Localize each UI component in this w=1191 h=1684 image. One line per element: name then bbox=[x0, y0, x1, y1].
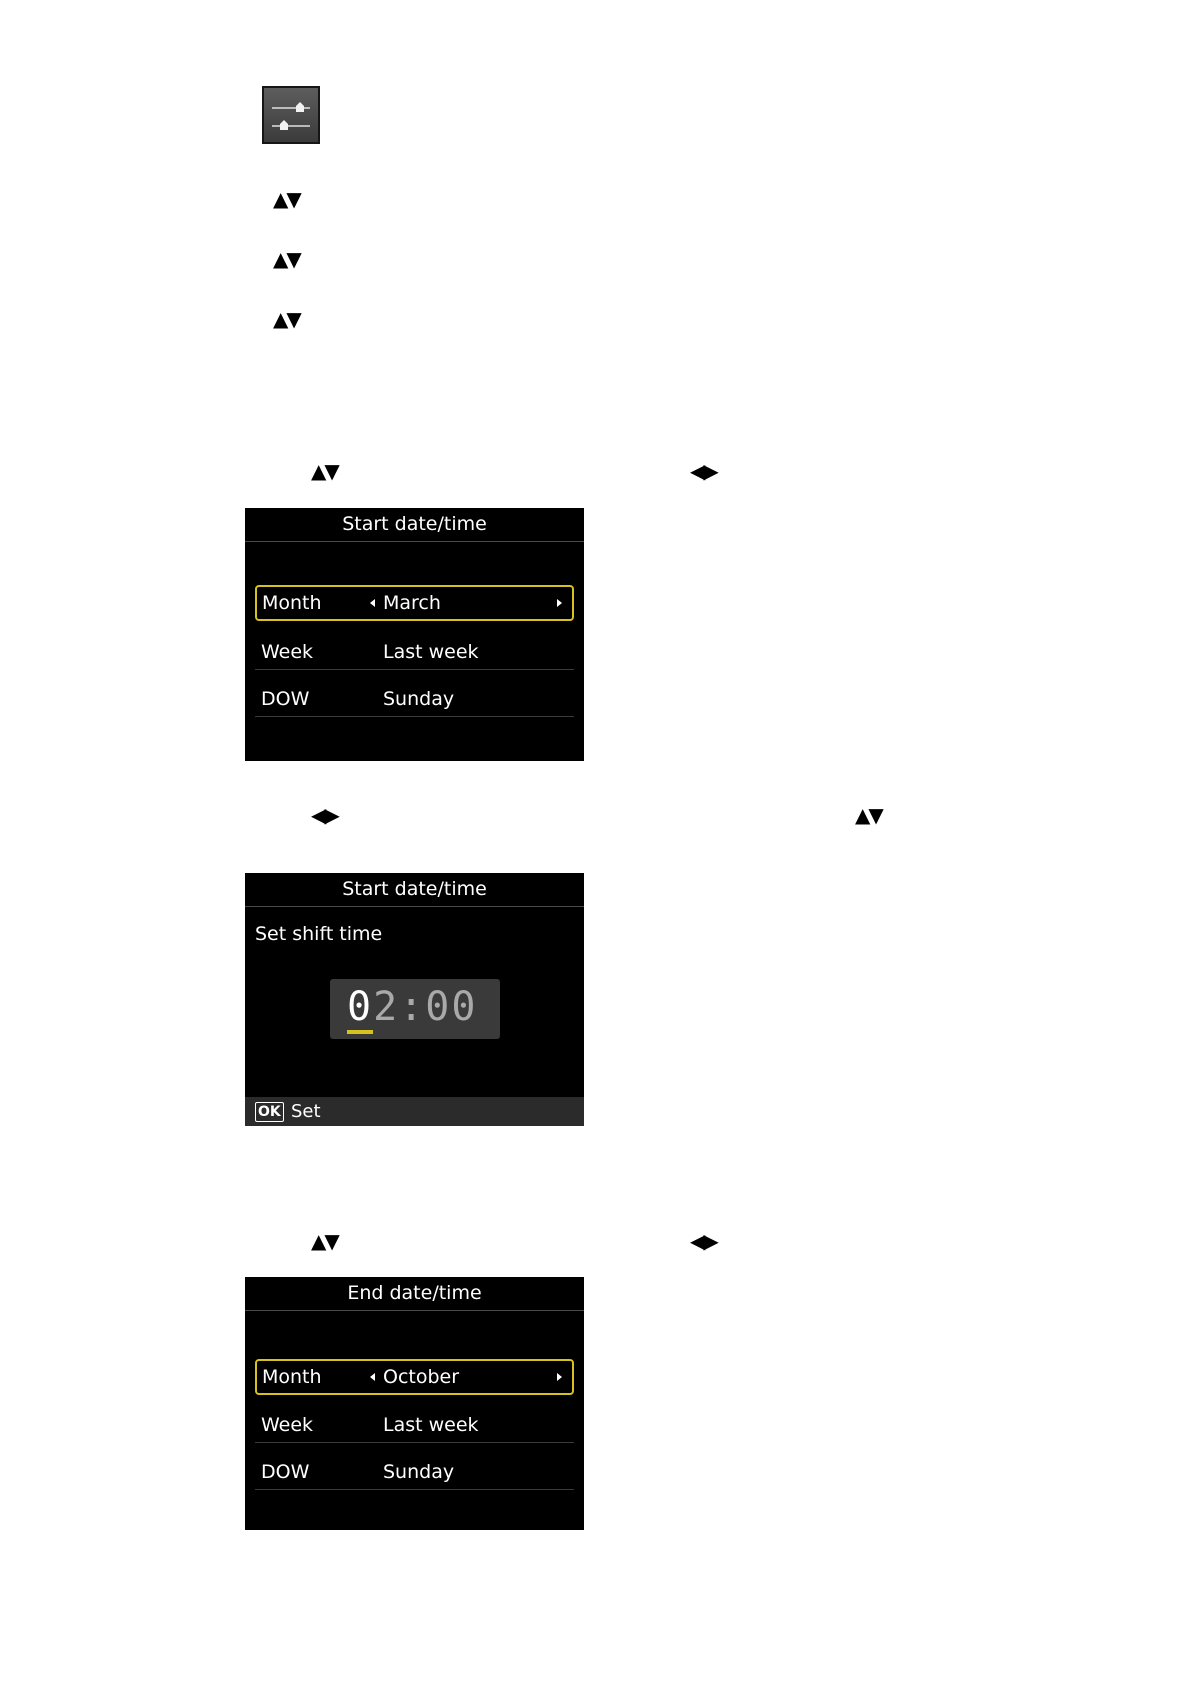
right-arrow-icon bbox=[557, 1373, 562, 1381]
screen-title: End date/time bbox=[245, 1277, 584, 1311]
week-label: Week bbox=[261, 1414, 314, 1436]
up-down-arrows-icon: ▲▼ bbox=[273, 307, 300, 331]
left-right-arrows-icon: ◀▶ bbox=[690, 1229, 717, 1253]
dow-label: DOW bbox=[261, 1461, 310, 1483]
shift-time-prompt: Set shift time bbox=[255, 923, 383, 945]
lcd-screen-start-date bbox=[245, 508, 584, 761]
dow-value: Sunday bbox=[383, 688, 455, 710]
week-row[interactable] bbox=[255, 634, 574, 670]
right-arrow-icon bbox=[557, 599, 562, 607]
time-input[interactable] bbox=[330, 979, 500, 1039]
month-row[interactable] bbox=[255, 585, 574, 621]
left-right-arrows-icon: ◀▶ bbox=[311, 803, 338, 827]
ok-label: Set bbox=[291, 1101, 321, 1122]
week-row[interactable] bbox=[255, 1407, 574, 1443]
lcd-screen-end-date bbox=[245, 1277, 584, 1530]
ok-button-icon[interactable]: OK bbox=[255, 1102, 284, 1122]
up-down-arrows-icon: ▲▼ bbox=[311, 1229, 338, 1253]
up-down-arrows-icon: ▲▼ bbox=[273, 247, 300, 271]
sliders-icon bbox=[264, 88, 318, 142]
dow-label: DOW bbox=[261, 688, 310, 710]
up-down-arrows-icon: ▲▼ bbox=[855, 803, 882, 827]
left-right-arrows-icon: ◀▶ bbox=[690, 459, 717, 483]
lcd-footer bbox=[245, 1097, 584, 1126]
screen-title: Start date/time bbox=[245, 508, 584, 542]
week-value: Last week bbox=[383, 1414, 479, 1436]
screen-title: Start date/time bbox=[245, 873, 584, 907]
dow-row[interactable] bbox=[255, 1454, 574, 1490]
week-value: Last week bbox=[383, 641, 479, 663]
up-down-arrows-icon: ▲▼ bbox=[311, 459, 338, 483]
active-digit: 0 bbox=[347, 984, 373, 1034]
month-label: Month bbox=[262, 1366, 322, 1388]
settings-icon bbox=[262, 86, 320, 144]
up-down-arrows-icon: ▲▼ bbox=[273, 187, 300, 211]
lcd-screen-shift-time bbox=[245, 873, 584, 1126]
week-label: Week bbox=[261, 641, 314, 663]
left-arrow-icon bbox=[370, 599, 375, 607]
time-rest: 2:00 bbox=[373, 984, 478, 1030]
month-row[interactable] bbox=[255, 1359, 574, 1395]
month-value: October bbox=[383, 1366, 460, 1388]
dow-value: Sunday bbox=[383, 1461, 455, 1483]
left-arrow-icon bbox=[370, 1373, 375, 1381]
month-label: Month bbox=[262, 592, 322, 614]
month-value: March bbox=[383, 592, 441, 614]
dow-row[interactable] bbox=[255, 681, 574, 717]
time-value bbox=[347, 982, 477, 1032]
